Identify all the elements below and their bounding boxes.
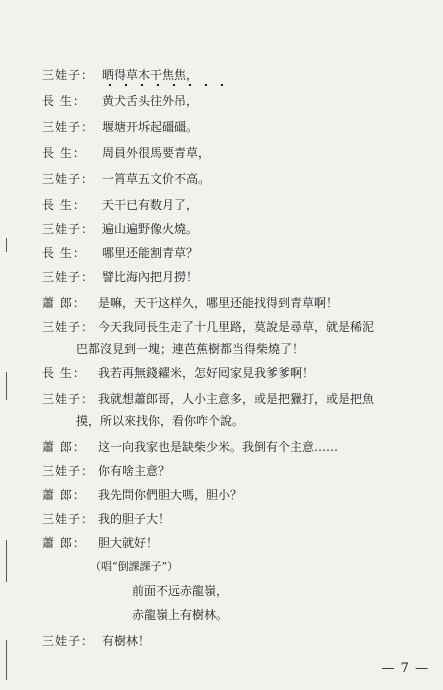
line-continuation: 摸，所以來找你，看你咋个說。 [76,414,245,428]
line-text: 你有啥主意？ [98,464,171,478]
script-line [0,118,443,140]
line-text: 我就想蕭郎哥，人小主意多，或是把獵打，或是把魚 [98,392,375,406]
script-line-continuation [0,340,443,362]
speaker-name: 三娃子： [42,120,95,134]
script-line [0,438,443,460]
speaker-name: 三娃子： [42,634,95,648]
speaker-name: 蕭 郎： [42,440,86,454]
line-text: 譬比海內把月撈！ [102,270,199,284]
speaker-name: 長 生： [42,94,86,108]
line-text: 天干已有数月了， [102,198,199,212]
speaker-name: 長 生： [42,246,86,260]
script-line [0,462,443,484]
script-line [0,244,443,266]
script-line [0,510,443,532]
line-text: 哪里还能割青草？ [102,246,199,260]
script-line [0,66,443,88]
speaker-name: 三娃子： [42,392,95,406]
line-text: 周員外很馬要青草， [102,146,211,160]
script-line [0,196,443,218]
line-text: 我若再無錢糴米，怎好囘家見我爹爹啊！ [98,366,315,380]
line-text: 今天我同長生走了十几里路，莫說是尋草，就是稀泥 [98,320,375,334]
line-text: 遍山遍野像火燒。 [102,222,199,236]
speaker-name: 蕭 郎： [42,296,86,310]
line-text: 黄犬舌头往外吊， [102,94,199,108]
verse-text: 前面不远赤龍嶺， [132,584,229,598]
speaker-name: 長 生： [42,198,86,212]
line-text: 我的胆子大！ [98,512,171,526]
speaker-name: 三娃子： [42,270,95,284]
line-text: 是嘛，天干这样久，哪里还能找得到青草啊！ [98,296,339,310]
page-number: — 7 — [381,661,429,676]
emphasis-dots [102,82,230,88]
speaker-name: 三娃子： [42,172,95,186]
line-text: 我先問你們胆大嗎，胆小？ [98,488,243,502]
line-text: 晒得草木干焦焦， [102,68,199,82]
stage-direction [0,558,443,580]
line-text: 胆大就好！ [98,536,159,550]
stage-direction-text: （唱“倒課課子”） [90,560,179,573]
speaker-name: 長 生： [42,366,86,380]
speaker-name: 三娃子： [42,512,95,526]
speaker-name: 三娃子： [42,464,95,478]
speaker-name: 三娃子： [42,222,95,236]
speaker-name: 蕭 郎： [42,536,86,550]
script-line [0,486,443,508]
line-text: 这一向我家也是缺柴少米。我倒有个主意…… [98,440,339,454]
script-line [0,534,443,556]
speaker-name: 蕭 郎： [42,488,86,502]
speaker-name: 三娃子： [42,68,95,82]
script-line [0,144,443,166]
verse-text: 赤龍嶺上有樹林。 [132,608,229,622]
script-line-continuation [0,412,443,434]
script-line [0,170,443,192]
line-text: 堰塘开坼起礓礓。 [102,120,199,134]
line-text: 有樹林！ [102,634,151,648]
speaker-name: 三娃子： [42,320,95,334]
script-line [0,632,443,654]
script-line [0,294,443,316]
script-line [0,318,443,340]
script-line [0,220,443,242]
script-line [0,92,443,114]
verse-line [0,606,443,628]
script-line [0,364,443,386]
script-line [0,268,443,290]
line-text: 一筲草五文价不高。 [102,172,211,186]
speaker-name: 長 生： [42,146,86,160]
verse-line [0,582,443,604]
line-continuation: 巴都沒見到一塊；連芭蕉樹都当得柴燒了！ [76,342,305,356]
script-line [0,390,443,412]
